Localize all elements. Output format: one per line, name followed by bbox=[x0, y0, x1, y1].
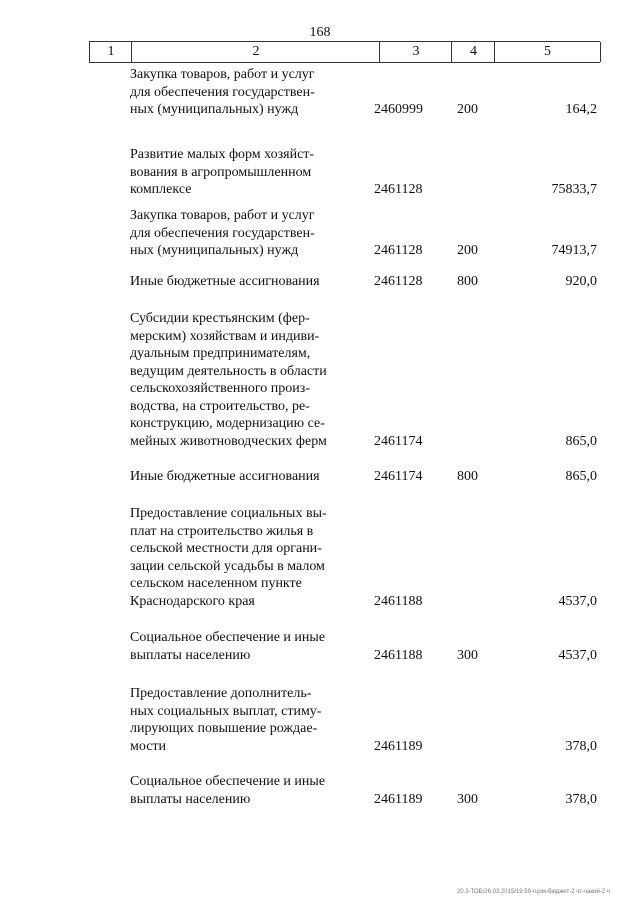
row-expense-type: 300 bbox=[457, 647, 478, 663]
row-expense-type: 300 bbox=[457, 791, 478, 807]
row-expense-type: 200 bbox=[457, 102, 478, 117]
table-header bbox=[89, 41, 600, 63]
description-line: Предоставление дополнитель- bbox=[130, 686, 312, 701]
row-code: 2461188 bbox=[374, 593, 423, 609]
row-description bbox=[130, 310, 348, 450]
description-line: ведущим деятельность в области bbox=[130, 363, 327, 379]
header-col-3: 3 bbox=[379, 42, 452, 62]
row-description bbox=[130, 685, 348, 755]
row-description bbox=[130, 629, 348, 664]
row-code: 2461128 bbox=[374, 243, 423, 258]
row-description bbox=[130, 207, 348, 260]
description-line: дуальным предпринимателям, bbox=[130, 346, 311, 361]
row-amount: 865,0 bbox=[565, 433, 597, 449]
row-amount: 4537,0 bbox=[558, 593, 597, 609]
row-code: 2461189 bbox=[374, 738, 423, 754]
description-line: выплаты населению bbox=[130, 791, 251, 807]
description-line: Социальное обеспечение и иные bbox=[130, 774, 326, 789]
row-expense-type: 800 bbox=[457, 469, 478, 484]
description-line: Социальное обеспечение и иные bbox=[130, 630, 326, 645]
description-line: сельской местности для органи- bbox=[130, 541, 322, 556]
description-line: Иные бюджетные ассигнования bbox=[130, 469, 320, 484]
description-line: лирующих повышение рождае- bbox=[130, 721, 318, 736]
description-line: для обеспечения государствен- bbox=[130, 84, 315, 100]
description-line: Закупка товаров, работ и услуг bbox=[130, 67, 315, 82]
row-code: 2460999 bbox=[374, 102, 423, 117]
row-amount: 378,0 bbox=[565, 738, 597, 754]
description-line: комплексе bbox=[130, 182, 192, 197]
description-line: выплаты населению bbox=[130, 647, 251, 663]
description-line: для обеспечения государствен- bbox=[130, 225, 315, 241]
row-code: 2461128 bbox=[374, 274, 423, 289]
description-line: водства, на строительство, ре- bbox=[130, 398, 310, 414]
row-code: 2461188 bbox=[374, 647, 423, 663]
row-description bbox=[130, 468, 348, 486]
description-line: вования в агропромышленном bbox=[130, 164, 312, 180]
description-line: плат на строительство жилья в bbox=[130, 523, 314, 539]
row-description bbox=[130, 146, 348, 199]
description-line: Предоставление социальных вы- bbox=[130, 506, 327, 521]
row-code: 2461128 bbox=[374, 182, 423, 197]
description-line: мости bbox=[130, 738, 167, 754]
row-expense-type: 800 bbox=[457, 274, 478, 289]
row-amount: 378,0 bbox=[565, 791, 597, 807]
header-col-1: 1 bbox=[89, 42, 132, 62]
row-amount: 75833,7 bbox=[551, 182, 597, 197]
row-code: 2461189 bbox=[374, 791, 423, 807]
description-line: мерским) хозяйствам и индиви- bbox=[130, 328, 320, 344]
footer-code: 20.3-ТОБ/26.03.2015/19.59-гцом-бюджет-2 чт-чакий-2 ч bbox=[456, 889, 610, 895]
row-description bbox=[130, 773, 348, 808]
row-amount: 920,0 bbox=[565, 274, 597, 289]
page-number: 168 bbox=[309, 25, 331, 40]
row-amount: 865,0 bbox=[565, 469, 597, 484]
row-description bbox=[130, 505, 348, 610]
description-line: зации сельской усадьбы в малом bbox=[130, 558, 325, 574]
row-amount: 4537,0 bbox=[558, 647, 597, 663]
description-line: Субсидии крестьянским (фер- bbox=[130, 311, 310, 326]
description-line: конструкцию, модернизацию се- bbox=[130, 416, 325, 431]
description-line: ных (муниципальных) нужд bbox=[130, 243, 299, 258]
description-line: ных (муниципальных) нужд bbox=[130, 102, 299, 117]
description-line: Краснодарского края bbox=[130, 593, 255, 609]
description-line: Иные бюджетные ассигнования bbox=[130, 274, 320, 289]
header-col-5: 5 bbox=[494, 42, 601, 62]
row-amount: 164,2 bbox=[565, 102, 597, 117]
row-description bbox=[130, 273, 348, 291]
row-expense-type: 200 bbox=[457, 243, 478, 258]
row-code: 2461174 bbox=[374, 469, 423, 484]
description-line: сельскохозяйственного произ- bbox=[130, 381, 310, 396]
row-description bbox=[130, 66, 348, 119]
header-col-4: 4 bbox=[451, 42, 495, 62]
description-line: Закупка товаров, работ и услуг bbox=[130, 208, 315, 223]
header-col-2: 2 bbox=[131, 42, 380, 62]
description-line: мейных животноводческих ферм bbox=[130, 433, 327, 449]
description-line: ных социальных выплат, стиму- bbox=[130, 703, 322, 719]
row-code: 2461174 bbox=[374, 433, 423, 449]
description-line: сельском населенном пункте bbox=[130, 576, 302, 591]
description-line: Развитие малых форм хозяйст- bbox=[130, 147, 315, 162]
row-amount: 74913,7 bbox=[551, 243, 597, 258]
